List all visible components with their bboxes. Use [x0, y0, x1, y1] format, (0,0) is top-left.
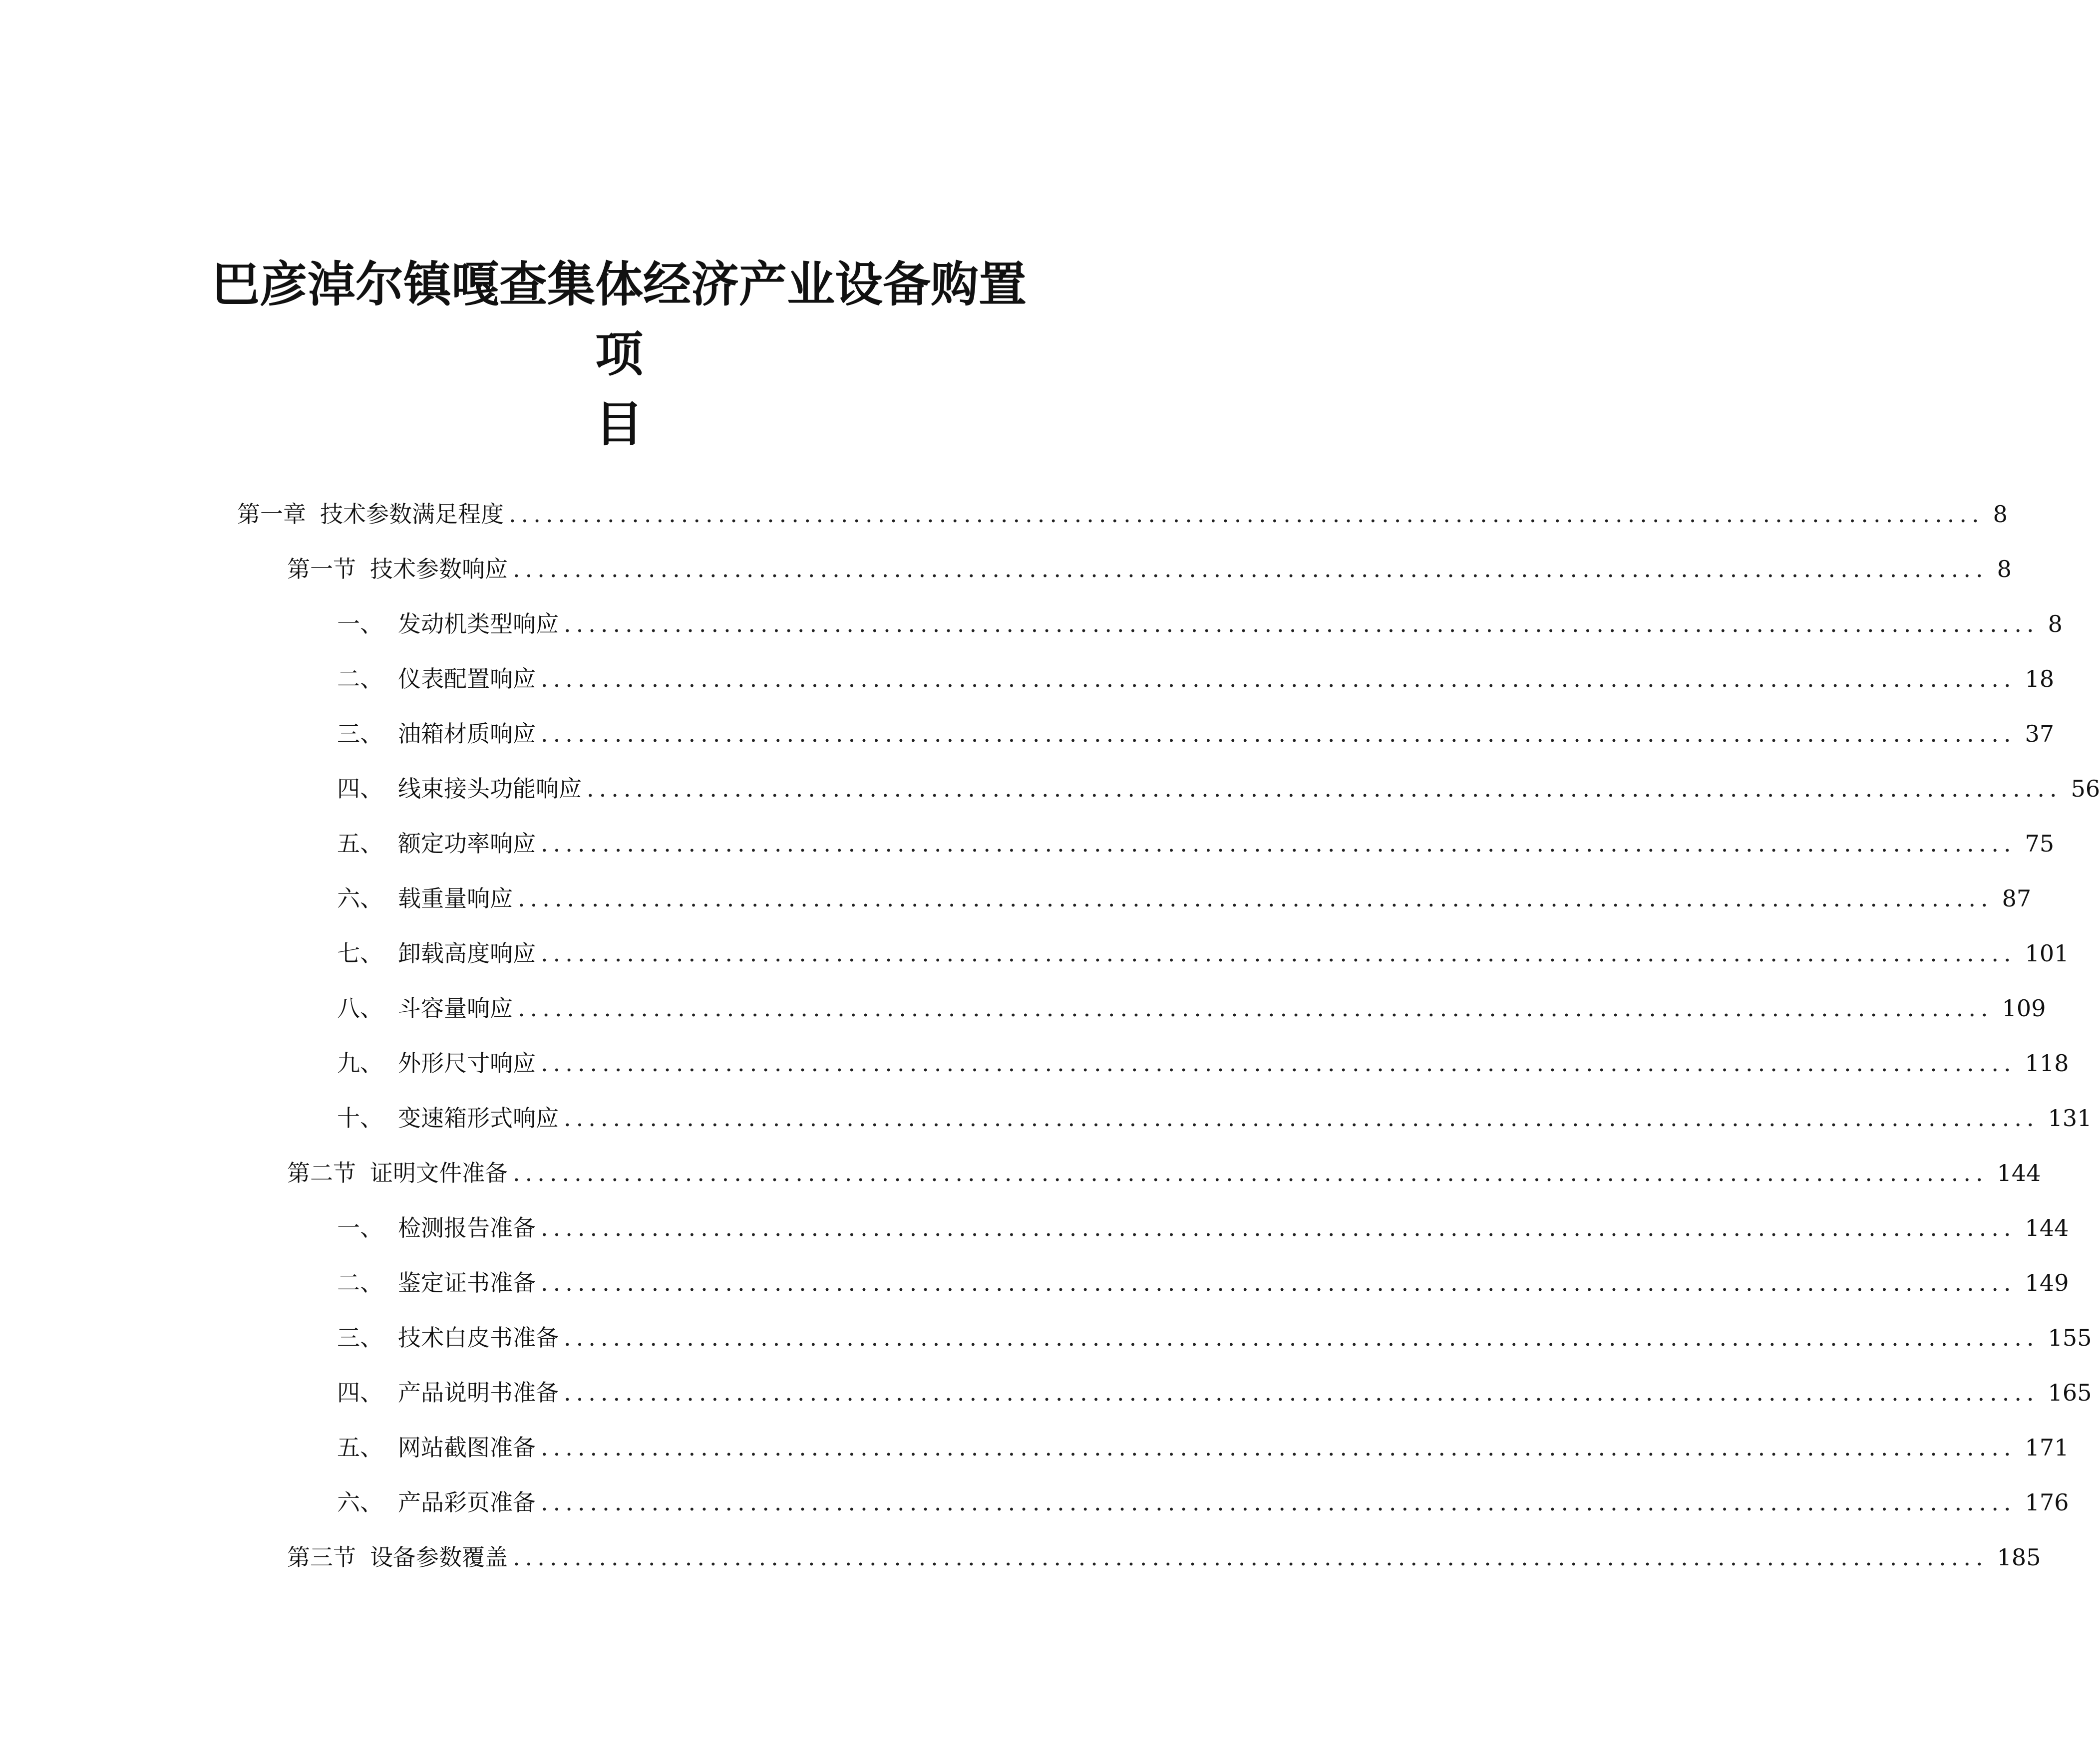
toc-entry-number: 八、 [337, 995, 383, 1022]
toc-entry-label: 载重量响应 [398, 885, 513, 912]
toc-entry-number: 四、 [337, 1379, 383, 1406]
toc-entry[interactable] [0, 651, 2055, 706]
toc-dot-leader: ........................................................................................................................ [564, 1324, 2039, 1351]
toc-entry-page-number: 8 [2048, 610, 2063, 637]
toc-dot-leader: ........................................................................................................................ [518, 885, 1993, 912]
toc-entry-page-number: 149 [2025, 1269, 2069, 1296]
toc-entry-number: 一、 [337, 610, 383, 637]
toc-entry-number: 六、 [337, 1489, 383, 1516]
toc-entry-label: 发动机类型响应 [398, 610, 559, 637]
toc-entry-page-number: 101 [2025, 940, 2069, 967]
toc-entry[interactable] [0, 926, 2069, 981]
toc-entry[interactable] [0, 1091, 2092, 1146]
toc-entry-page-number: 18 [2025, 665, 2055, 692]
toc-entry-label: 鉴定证书准备 [398, 1269, 536, 1296]
toc-entry-label: 仪表配置响应 [398, 665, 536, 692]
toc-dot-leader: ........................................................................................................................ [541, 1214, 2016, 1241]
toc-entry-page-number: 131 [2048, 1105, 2092, 1132]
toc-dot-leader: ........................................................................................................................ [509, 501, 1984, 528]
toc-entry-label: 斗容量响应 [398, 995, 513, 1022]
toc-entry-page-number: 144 [2025, 1214, 2069, 1241]
toc-dot-leader: ........................................................................................................................ [541, 1050, 2016, 1077]
toc-entry-page-number: 144 [1997, 1160, 2041, 1186]
toc-entry[interactable] [0, 1475, 2069, 1530]
toc-entry[interactable] [0, 1036, 2069, 1091]
toc-entry-number: 第三节 [287, 1544, 356, 1571]
toc-entry-label: 外形尺寸响应 [398, 1050, 536, 1077]
toc-dot-leader: ........................................................................................................................ [513, 1544, 1988, 1571]
toc-entry-number: 第一节 [287, 556, 356, 583]
toc-dot-leader: ........................................................................................................................ [541, 1434, 2016, 1461]
toc-entry-number: 二、 [337, 1269, 383, 1296]
toc-entry-page-number: 87 [2002, 885, 2032, 912]
toc-entry[interactable] [0, 596, 2063, 651]
toc-entry[interactable] [0, 761, 2100, 816]
toc-dot-leader: ........................................................................................................................ [541, 1489, 2016, 1516]
toc-entry-page-number: 8 [1993, 501, 2008, 528]
toc-entry-label: 线束接头功能响应 [398, 775, 582, 802]
toc-entry[interactable] [0, 487, 2008, 542]
toc-entry-label: 设备参数覆盖 [370, 1544, 508, 1571]
toc-entry[interactable] [0, 1200, 2069, 1255]
toc-entry-label: 产品彩页准备 [398, 1489, 536, 1516]
toc-dot-leader: ........................................................................................................................ [541, 720, 2016, 747]
toc-entry[interactable] [0, 981, 2046, 1036]
toc-dot-leader: ........................................................................................................................ [518, 995, 1993, 1022]
toc-dot-leader: ........................................................................................................................ [564, 610, 2039, 637]
toc-entry-page-number: 109 [2002, 995, 2046, 1022]
toc-entry-label: 网站截图准备 [398, 1434, 536, 1461]
toc-entry-number: 三、 [337, 720, 383, 747]
toc-entry-number: 第二节 [287, 1160, 356, 1186]
toc-entry-page-number: 118 [2025, 1050, 2069, 1077]
toc-dot-leader: ........................................................................................................................ [564, 1379, 2039, 1406]
toc-entry[interactable] [0, 1146, 2041, 1200]
title-line-1: 巴彦淖尔镇嘎查集体经济产业设备购置项 [212, 257, 1027, 382]
toc-dot-leader: ........................................................................................................................ [541, 940, 2016, 967]
toc-entry[interactable] [0, 542, 2012, 596]
toc-entry-label: 检测报告准备 [398, 1214, 536, 1241]
toc-entry-number: 五、 [337, 1434, 383, 1461]
toc-entry-number: 二、 [337, 665, 383, 692]
toc-entry[interactable] [0, 871, 2032, 926]
toc-entry-label: 变速箱形式响应 [398, 1105, 559, 1132]
toc-entry-page-number: 8 [1997, 556, 2012, 583]
toc-entry[interactable] [0, 1420, 2069, 1475]
toc-dot-leader: ........................................................................................................................ [541, 830, 2016, 857]
toc-entry-label: 卸载高度响应 [398, 940, 536, 967]
toc-entry-page-number: 165 [2048, 1379, 2092, 1406]
toc-dot-leader: ........................................................................................................................ [541, 665, 2016, 692]
toc-entry[interactable] [0, 1530, 2041, 1585]
toc-entry-page-number: 171 [2025, 1434, 2069, 1461]
toc-entry-page-number: 176 [2025, 1489, 2069, 1516]
toc-entry-label: 技术参数响应 [370, 556, 508, 583]
toc-entry-page-number: 75 [2025, 830, 2055, 857]
table-of-contents [0, 487, 2100, 1585]
toc-entry-number: 十、 [337, 1105, 383, 1132]
toc-entry[interactable] [0, 1255, 2069, 1310]
toc-entry-number: 五、 [337, 830, 383, 857]
toc-entry[interactable] [0, 706, 2055, 761]
toc-entry-number: 四、 [337, 775, 383, 802]
toc-entry[interactable] [0, 1310, 2092, 1365]
toc-dot-leader: ........................................................................................................................ [564, 1105, 2039, 1132]
toc-entry-number: 一、 [337, 1214, 383, 1241]
toc-entry-label: 证明文件准备 [370, 1160, 508, 1186]
toc-entry-label: 额定功率响应 [398, 830, 536, 857]
toc-dot-leader: ........................................................................................................................ [513, 1160, 1988, 1186]
toc-entry-label: 油箱材质响应 [398, 720, 536, 747]
toc-entry[interactable] [0, 1365, 2092, 1420]
toc-entry-number: 九、 [337, 1050, 383, 1077]
toc-entry-label: 技术白皮书准备 [398, 1324, 559, 1351]
toc-entry-page-number: 185 [1997, 1544, 2041, 1571]
toc-dot-leader: ........................................................................................................................ [513, 556, 1988, 583]
toc-entry-number: 三、 [337, 1324, 383, 1351]
toc-entry-number: 七、 [337, 940, 383, 967]
toc-dot-leader: ........................................................................................................................ [541, 1269, 2016, 1296]
toc-entry-label: 技术参数满足程度 [320, 501, 504, 528]
toc-entry-label: 产品说明书准备 [398, 1379, 559, 1406]
toc-entry-number: 第一章 [237, 501, 306, 528]
toc-entry[interactable] [0, 816, 2055, 871]
toc-entry-page-number: 56 [2071, 775, 2100, 802]
toc-entry-page-number: 37 [2025, 720, 2055, 747]
toc-entry-number: 六、 [337, 885, 383, 912]
title-line-2: 目 [595, 396, 643, 452]
toc-dot-leader: ........................................................................................................................ [587, 775, 2062, 802]
toc-entry-page-number: 155 [2048, 1324, 2092, 1351]
document-title [190, 250, 1049, 459]
